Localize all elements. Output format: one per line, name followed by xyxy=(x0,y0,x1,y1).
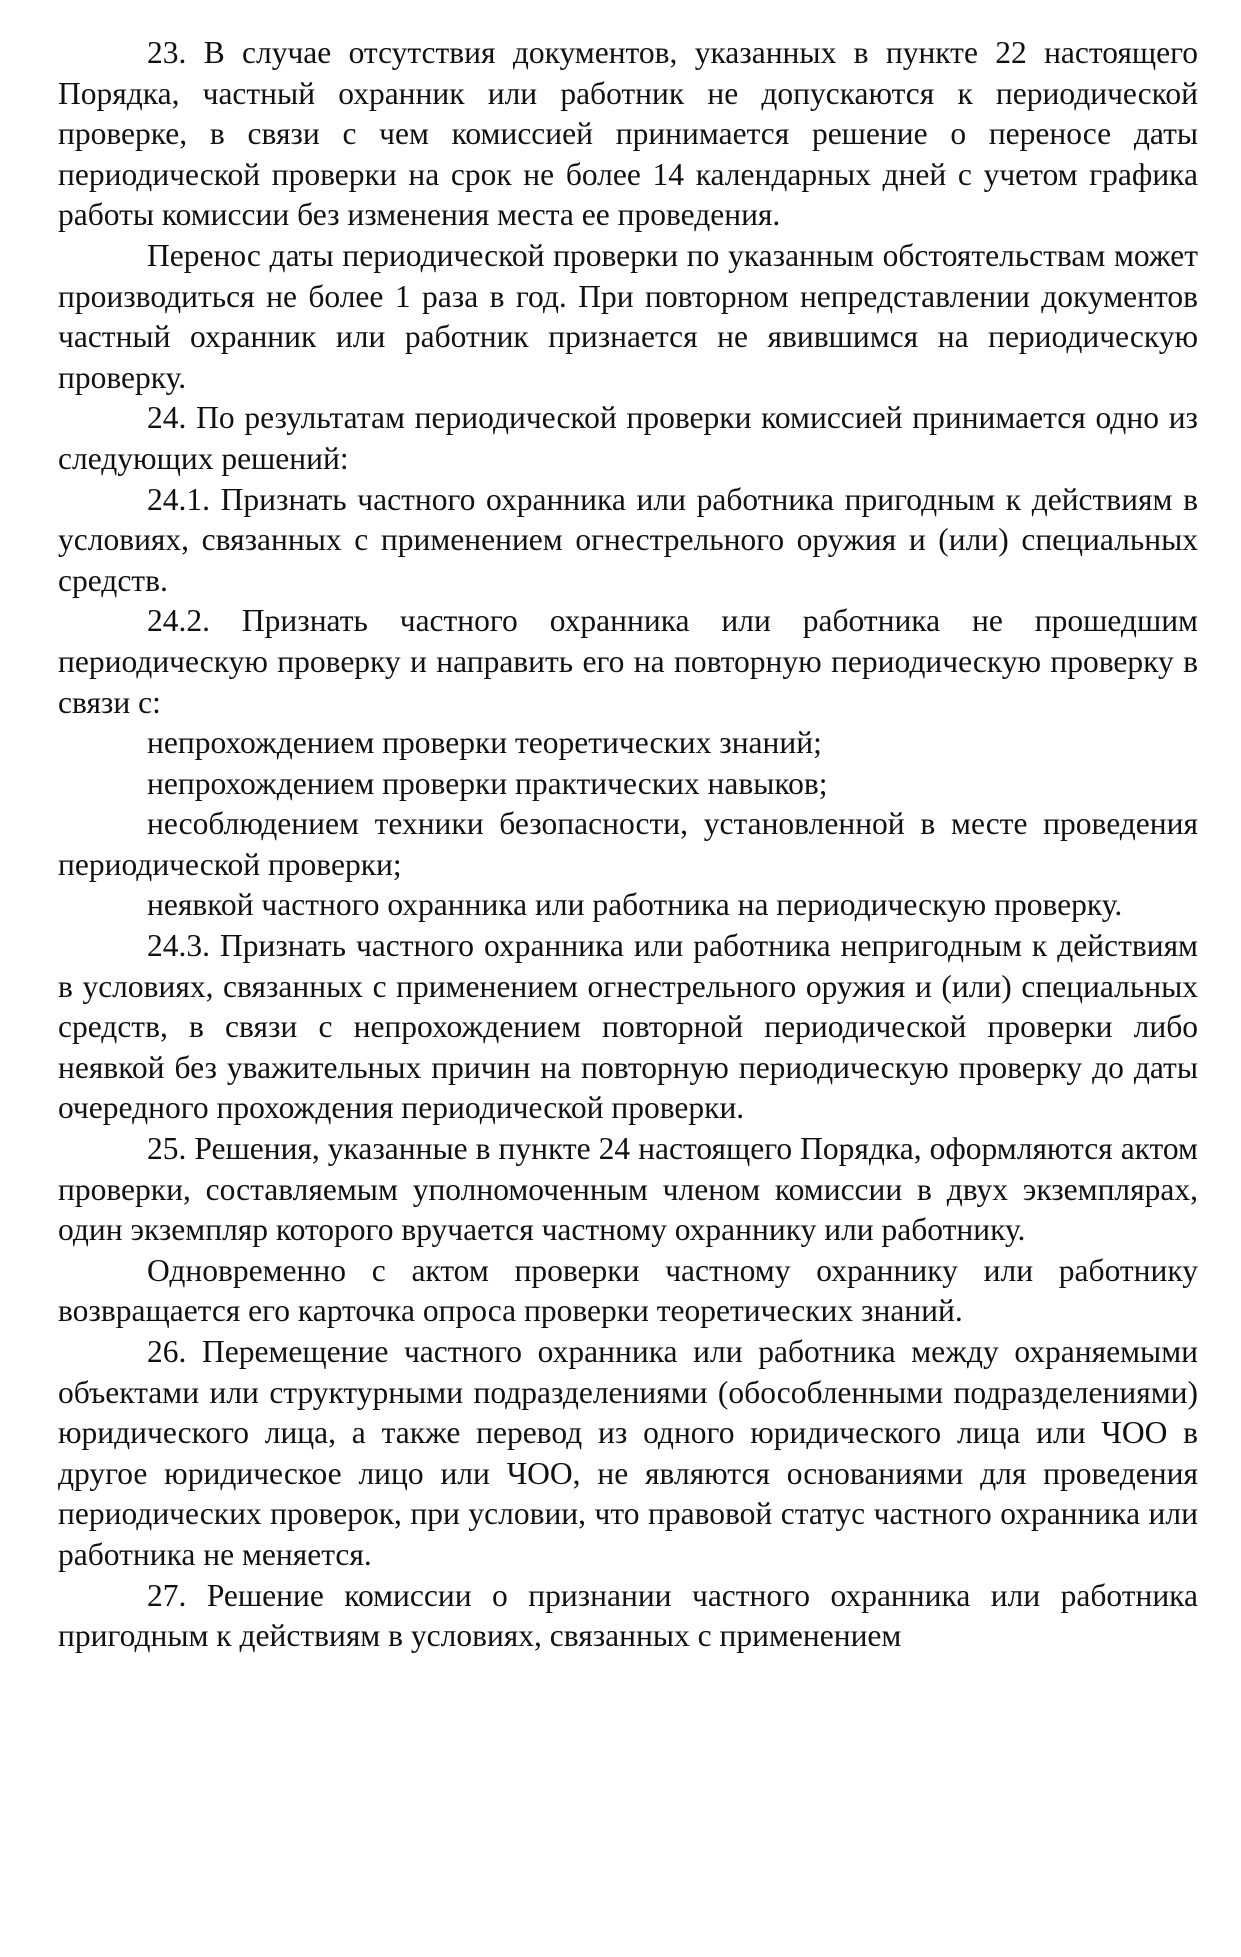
paragraph-24: 24. По результатам периодической проверки комиссией принимается одно из следующих решений: xyxy=(58,400,1198,476)
document-page xyxy=(58,33,1198,1657)
paragraph-24-2: 24.2. Признать частного охранника или работника не прошедшим периодическую проверку и направить его на повторную периодическую проверку в связи с: xyxy=(58,603,1198,720)
paragraph-24-1: 24.1. Признать частного охранника или работника пригодным к действиям в условиях, связанных с применением огнестрельного оружия и (или) специальных средств. xyxy=(58,481,1198,598)
paragraph-27: 27. Решение комиссии о признании частного охранника или работника пригодным к действиям в условиях, связанных с применением xyxy=(58,1577,1198,1654)
list-item-theory: непрохождением проверки теоретических знаний; xyxy=(147,725,822,761)
list-item-practice: непрохождением проверки практических навыков; xyxy=(147,765,828,801)
paragraph-25-card: Одновременно с актом проверки частному охраннику или работнику возвращается его карточка опроса проверки теоретических знаний. xyxy=(58,1252,1198,1329)
paragraph-23: 23. В случае отсутствия документов, указанных в пункте 22 настоящего Порядка, частный охранник или работник не допускаются к периодической проверке, в связи с чем комиссией принимается решение о переносе даты периодической проверки на срок не более 14 календарных дней с учетом графика работы комиссии без изменения места ее проведения. xyxy=(58,35,1198,233)
list-item-absence: неявкой частного охранника или работника на периодическую проверку. xyxy=(147,887,1123,923)
list-item-safety: несоблюдением техники безопасности, установленной в месте проведения периодической проверки; xyxy=(58,806,1198,882)
paragraph-23-postponement: Перенос даты периодической проверки по указанным обстоятельствам может производиться не более 1 раза в год. При повторном непредставлении документов частный охранник или работник признается не явившимся на периодическую проверку. xyxy=(58,237,1198,395)
paragraph-26: 26. Перемещение частного охранника или работника между охраняемыми объектами или структурными подразделениями (обособленными подразделениями) юридического лица, а также перевод из одного юридического лица или ЧОО в другое юридическое лицо или ЧОО, не являются основаниями для проведения периодических проверок, при условии, что правовой статус частного охранника или работника не меняется. xyxy=(58,1334,1198,1572)
paragraph-25: 25. Решения, указанные в пункте 24 настоящего Порядка, оформляются актом проверки, составляемым уполномоченным членом комиссии в двух экземплярах, один экземпляр которого вручается частному охраннику или работнику. xyxy=(58,1131,1198,1248)
paragraph-24-3: 24.3. Признать частного охранника или работника непригодным к действиям в условиях, связанных с применением огнестрельного оружия и (или) специальных средств, в связи с непрохождением повторной периодической проверки либо неявкой без уважительных причин на повторную периодическую проверку до даты очередного прохождения периодической проверки. xyxy=(58,928,1198,1126)
